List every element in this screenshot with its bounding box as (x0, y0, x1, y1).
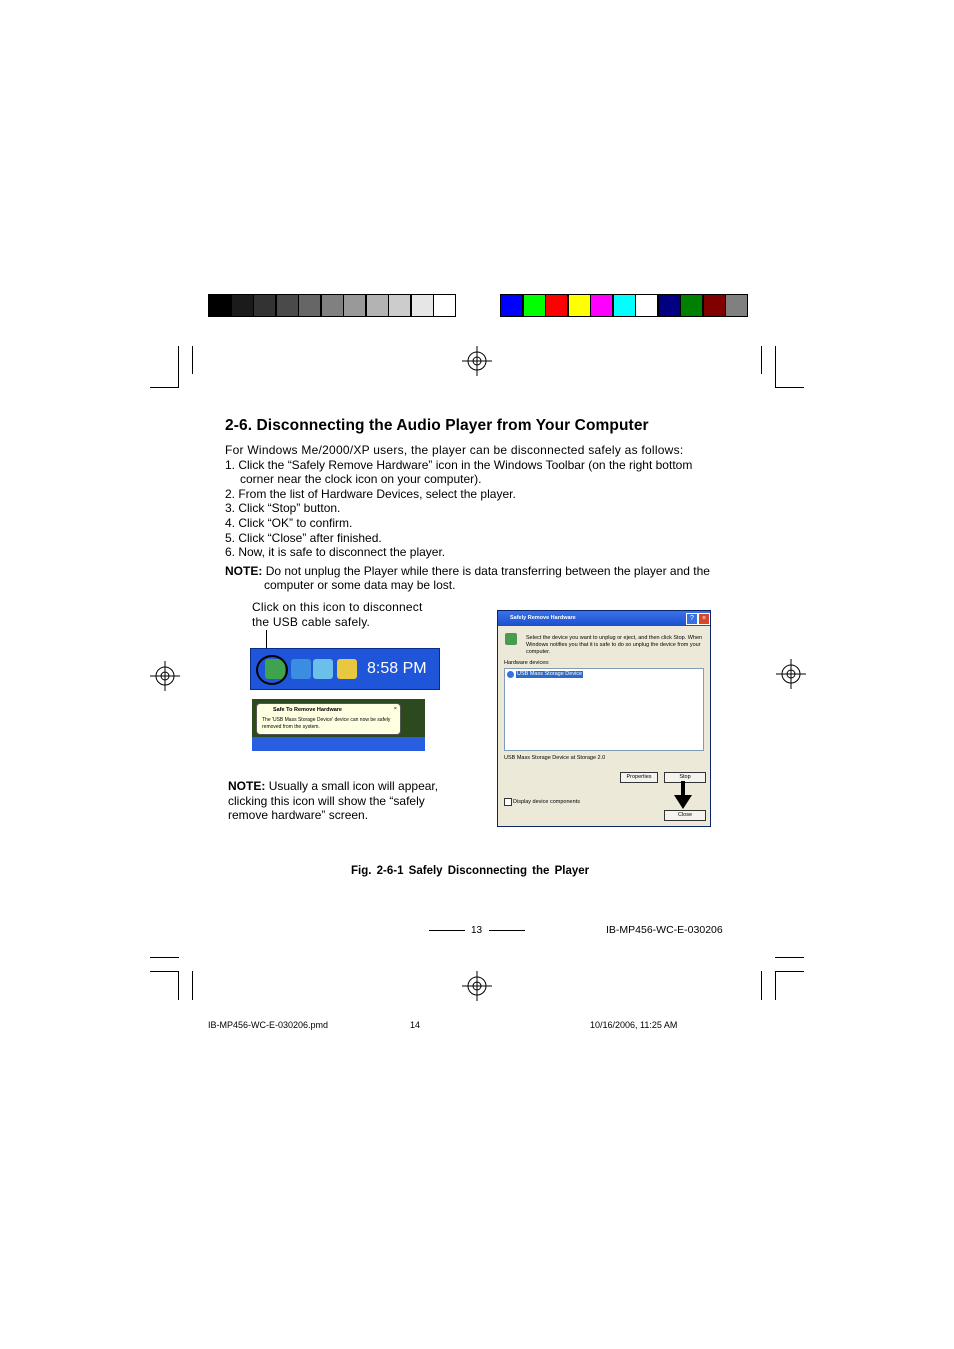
color-swatch (658, 294, 681, 317)
balloon-screenshot (252, 699, 425, 751)
hardware-device-list[interactable] (504, 668, 704, 751)
crop-mark (775, 971, 804, 972)
section-heading: 2-6. Disconnecting the Audio Player from Your Computer (225, 417, 649, 434)
color-swatch (321, 294, 344, 317)
note-line-1 (225, 564, 730, 579)
page-number: 13 (471, 925, 483, 936)
crop-mark (150, 971, 179, 972)
crop-mark (192, 346, 193, 374)
arrow-down-icon (674, 781, 692, 809)
messenger-icon[interactable] (291, 659, 311, 679)
usb-device-icon (507, 671, 514, 678)
network-error-icon[interactable] (313, 659, 333, 679)
file-name: IB-MP456-WC-E-030206.pmd (208, 1020, 329, 1030)
hardware-icon (505, 633, 517, 645)
registration-mark-icon (150, 661, 180, 691)
intro-text: For Windows Me/2000/XP users, the player can be disconnected safely as follows: (225, 443, 684, 457)
color-swatch (411, 294, 434, 317)
crop-mark (761, 971, 762, 1000)
crop-mark (761, 346, 762, 374)
crop-mark (150, 387, 179, 388)
display-components-label: Display device components (513, 799, 580, 805)
close-button[interactable]: Close (664, 810, 706, 821)
device-status: USB Mass Storage Device at Storage 2.0 (504, 755, 606, 761)
color-swatch (703, 294, 726, 317)
color-swatch (343, 294, 366, 317)
balloon-line-1: The 'USB Mass Storage Device' device can now be safely (262, 717, 391, 723)
callout-text (252, 600, 422, 629)
notification-balloon (256, 703, 401, 735)
taskbar-strip (252, 737, 425, 751)
color-swatch (253, 294, 276, 317)
instruction-line-1: Select the device you want to unplug or eject, and then click Stop. When (526, 635, 703, 641)
color-swatch (590, 294, 613, 317)
color-swatch (366, 294, 389, 317)
document-code: IB-MP456-WC-E-030206 (606, 924, 723, 936)
registration-mark-icon (776, 659, 806, 689)
figure-caption: Fig. 2-6-1 Safely Disconnecting the Player (351, 865, 590, 877)
taskbar-clock: 8:58 PM (367, 660, 427, 677)
callout-line-2: the USB cable safely. (252, 614, 371, 629)
help-button[interactable]: ? (686, 613, 698, 625)
page-rule (489, 930, 525, 931)
step-4: 4. Click “OK” to confirm. (225, 515, 353, 530)
registration-mark-icon (462, 971, 492, 1001)
note-2-line-1 (228, 779, 438, 794)
devices-label: Hardware devices: (504, 660, 550, 666)
note-2 (228, 779, 438, 823)
balloon-title: Safe To Remove Hardware (273, 707, 342, 713)
crop-mark (192, 971, 193, 1000)
color-swatch (231, 294, 254, 317)
color-swatch (500, 294, 523, 317)
step-6: 6. Now, it is safe to disconnect the player. (225, 545, 446, 560)
icon-highlight-circle (256, 655, 288, 685)
device-list-item[interactable]: USB Mass Storage Device (517, 671, 583, 677)
properties-button[interactable]: Properties (620, 772, 658, 783)
color-swatch (388, 294, 411, 317)
note-2-text: Usually a small icon will appear, (268, 779, 439, 793)
color-swatch (298, 294, 321, 317)
color-swatch (680, 294, 703, 317)
display-icon[interactable] (337, 659, 357, 679)
color-swatch (433, 294, 456, 317)
color-swatch (635, 294, 658, 317)
note-label: NOTE: (225, 563, 263, 578)
crop-mark (775, 387, 804, 388)
registration-mark-icon (462, 346, 492, 376)
step-5: 5. Click “Close” after finished. (225, 530, 382, 545)
sheet-number: 14 (410, 1020, 421, 1030)
color-swatch (613, 294, 636, 317)
page-rule (429, 930, 465, 931)
instruction-line-3: computer. (526, 649, 551, 655)
close-icon[interactable]: × (393, 706, 397, 712)
crop-mark (775, 957, 804, 958)
step-3: 3. Click “Stop” button. (225, 501, 341, 516)
step-1-continued: corner near the clock icon on your computer). (240, 472, 482, 487)
note-2-line-3: remove hardware” screen. (228, 808, 369, 822)
print-timestamp: 10/16/2006, 11:25 AM (590, 1020, 678, 1030)
display-components-checkbox[interactable] (504, 798, 512, 806)
callout-line-1: Click on this icon to disconnect (252, 600, 423, 614)
color-swatch (545, 294, 568, 317)
crop-mark (178, 346, 179, 388)
close-icon[interactable]: × (698, 613, 710, 625)
crop-mark (775, 346, 776, 388)
step-1: 1. Click the “Safely Remove Hardware” icon in the Windows Toolbar (on the right bottom (225, 457, 693, 472)
note-2-label: NOTE: (228, 779, 266, 793)
color-swatch (568, 294, 591, 317)
note-text: Do not unplug the Player while there is data transferring between the player and the (265, 563, 710, 578)
color-swatch (276, 294, 299, 317)
dialog-title: Safely Remove Hardware (510, 615, 576, 621)
crop-mark (178, 971, 179, 1000)
stop-button[interactable]: Stop (664, 772, 706, 783)
step-2: 2. From the list of Hardware Devices, select the player. (225, 486, 516, 501)
balloon-line-2: removed from the system. (262, 724, 320, 730)
color-swatch (725, 294, 748, 317)
note-2-line-2: clicking this icon will show the “safely (228, 793, 425, 808)
color-swatch (523, 294, 546, 317)
instruction-line-2: Windows notifies you that it is safe to do so unplug the device from your (526, 642, 701, 648)
instructions (225, 443, 730, 593)
note-line-2: computer or some data may be lost. (264, 578, 456, 593)
crop-mark (775, 971, 776, 1000)
dialog-titlebar (498, 611, 710, 626)
color-swatch (208, 294, 231, 317)
crop-mark (150, 957, 179, 958)
